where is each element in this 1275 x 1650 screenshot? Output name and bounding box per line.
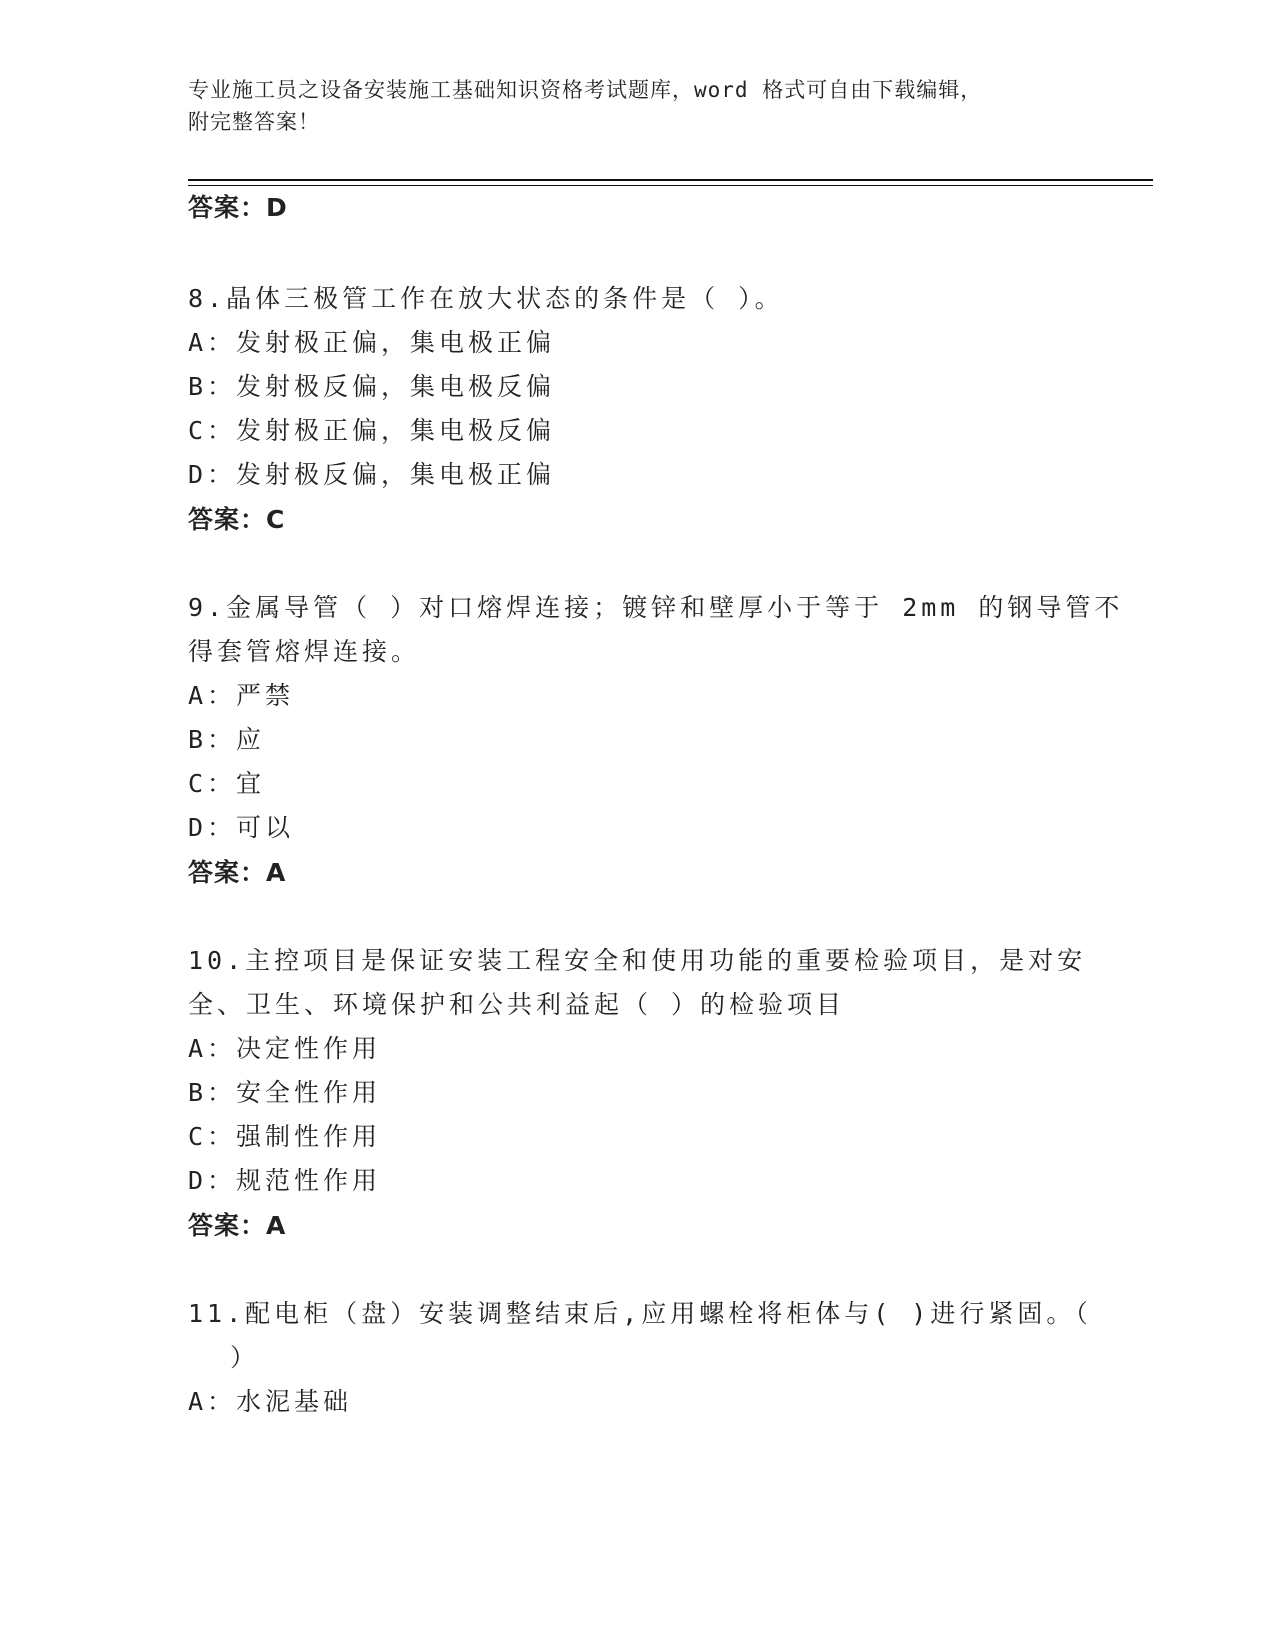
- question-9-option-d: D：可以: [188, 813, 295, 842]
- question-10-option-b: B：安全性作用: [188, 1078, 382, 1107]
- question-9-option-b: B：应: [188, 725, 266, 754]
- question-9-stem-line-2: 得套管熔焊连接。: [188, 637, 421, 666]
- question-8-option-d: D：发射极反偏，集电极正偏: [188, 460, 556, 489]
- question-8-stem: 8.晶体三极管工作在放大状态的条件是（ ）。: [188, 284, 784, 313]
- question-10-answer: 答案：A: [188, 1211, 287, 1240]
- question-8-answer: 答案：C: [188, 505, 286, 534]
- header-rule-thin: [188, 185, 1153, 186]
- header-rule-thick: [188, 179, 1153, 181]
- question-9-answer: 答案：A: [188, 858, 287, 887]
- question-10-option-c: C：强制性作用: [188, 1122, 382, 1151]
- question-8-option-a: A：发射极正偏，集电极正偏: [188, 328, 556, 357]
- question-11-stem-line-1: 11.配电柜（盘）安装调整结束后,应用螺栓将柜体与( )进行紧固。（: [188, 1299, 1092, 1328]
- question-9-stem-line-1: 9.金属导管（ ）对口熔焊连接；镀锌和壁厚小于等于 2mm 的钢导管不: [188, 593, 1124, 622]
- question-8-option-b: B：发射极反偏，集电极反偏: [188, 372, 556, 401]
- question-10-stem-line-2: 全、卫生、环境保护和公共利益起（ ）的检验项目: [188, 990, 846, 1019]
- question-8-option-c: C：发射极正偏，集电极反偏: [188, 416, 556, 445]
- question-10-option-d: D：规范性作用: [188, 1166, 382, 1195]
- question-10-stem-line-1: 10.主控项目是保证安装工程安全和使用功能的重要检验项目，是对安: [188, 946, 1087, 975]
- header-line-1: 专业施工员之设备安装施工基础知识资格考试题库，word 格式可自由下载编辑，: [188, 78, 983, 102]
- header-line-2: 附完整答案！: [188, 110, 320, 134]
- question-11-option-a: A：水泥基础: [188, 1387, 353, 1416]
- question-10-option-a: A：决定性作用: [188, 1034, 382, 1063]
- question-9-option-a: A：严禁: [188, 681, 295, 710]
- document-header: [188, 74, 1068, 138]
- prev-answer: 答案：D: [188, 193, 288, 222]
- question-11-stem-line-2: ）: [230, 1343, 260, 1372]
- question-9-option-c: C：宜: [188, 769, 266, 798]
